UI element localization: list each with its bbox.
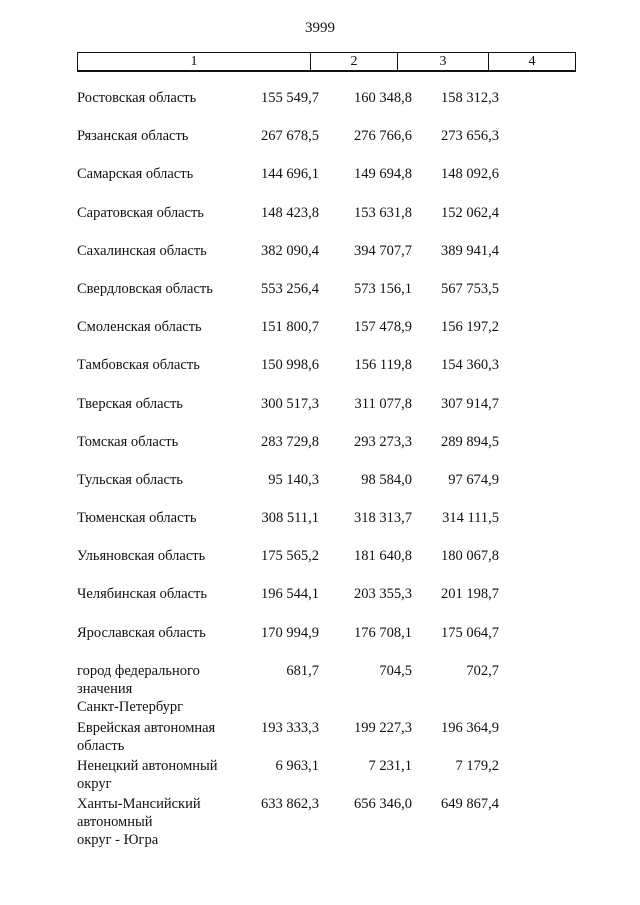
value-col-2: 148 423,8 [261, 204, 319, 221]
value-col-3: 276 766,6 [354, 128, 412, 145]
region-name: Свердловская область [77, 280, 213, 297]
table-row [0, 156, 640, 194]
value-col-4: 289 894,5 [441, 433, 499, 450]
region-name: Томская область [77, 433, 179, 450]
region-name: Еврейская автономная область [77, 719, 216, 754]
value-col-2: 193 333,3 [261, 719, 319, 736]
value-col-2: 633 862,3 [261, 796, 319, 813]
region-name: Сахалинская область [77, 242, 207, 259]
value-col-4: 273 656,3 [441, 128, 499, 145]
value-col-3: 311 077,8 [354, 395, 412, 412]
value-col-2: 300 517,3 [261, 395, 319, 412]
region-name-line-2: Санкт-Петербург [77, 698, 184, 715]
value-col-4: 567 753,5 [441, 280, 499, 297]
region-name-line-1: город федерального значения [77, 662, 200, 697]
value-col-4: 649 867,4 [441, 796, 499, 813]
value-col-3: 156 119,8 [354, 357, 412, 374]
table-row [0, 538, 640, 576]
value-col-2: 681,7 [286, 662, 319, 679]
value-col-3: 98 584,0 [361, 471, 412, 488]
column-header-2: 2 [311, 53, 398, 70]
value-col-4: 196 364,9 [441, 719, 499, 736]
table-row [0, 710, 640, 754]
table-row [0, 748, 640, 792]
table-header [77, 52, 576, 72]
table-row [0, 462, 640, 500]
value-col-4: 97 674,9 [448, 471, 499, 488]
value-col-3: 149 694,8 [354, 166, 412, 183]
value-col-4: 180 067,8 [441, 548, 499, 565]
value-col-2: 196 544,1 [261, 586, 319, 603]
value-col-2: 150 998,6 [261, 357, 319, 374]
value-col-2: 144 696,1 [261, 166, 319, 183]
value-col-3: 160 348,8 [354, 90, 412, 106]
table-row [0, 386, 640, 424]
value-col-3: 181 640,8 [354, 548, 412, 565]
region-name: Челябинская область [77, 586, 207, 603]
column-header-4: 4 [528, 53, 536, 69]
value-col-3: 176 708,1 [354, 624, 412, 641]
table-row [0, 233, 640, 271]
region-name: Смоленская область [77, 319, 202, 336]
value-col-2: 95 140,3 [268, 471, 319, 488]
region-name [0, 653, 249, 715]
value-col-2: 155 549,7 [261, 90, 319, 106]
table-row [0, 615, 640, 653]
value-col-4: 148 092,6 [441, 166, 499, 183]
value-col-2: 170 994,9 [261, 624, 319, 641]
table-row [0, 424, 640, 462]
region-name: Саратовская область [77, 204, 204, 221]
value-col-3: 293 273,3 [354, 433, 412, 450]
table-row [0, 118, 640, 156]
value-col-4: 158 312,3 [441, 90, 499, 106]
value-col-2: 175 565,2 [261, 548, 319, 565]
value-col-2: 267 678,5 [261, 128, 319, 145]
table-row [0, 271, 640, 309]
table-row [0, 653, 640, 715]
table-row [0, 347, 640, 385]
value-col-3: 199 227,3 [354, 719, 412, 736]
region-name [0, 786, 249, 849]
value-col-4: 156 197,2 [441, 319, 499, 336]
region-name-line-2: округ - Югра [77, 832, 159, 849]
region-name: Тамбовская область [77, 357, 200, 374]
table-row [0, 80, 640, 118]
value-col-3: 704,5 [379, 662, 412, 679]
value-col-4: 314 111,5 [442, 510, 499, 527]
value-col-3: 7 231,1 [368, 758, 412, 774]
region-name: Ульяновская область [77, 548, 206, 565]
value-col-4: 154 360,3 [441, 357, 499, 374]
value-col-2: 151 800,7 [261, 319, 319, 336]
region-name: Рязанская область [77, 128, 189, 145]
value-col-3: 656 346,0 [354, 796, 412, 813]
page-number: 3999 [305, 20, 335, 36]
value-col-3: 573 156,1 [354, 280, 412, 297]
region-name: Ростовская область [77, 90, 197, 106]
value-col-3: 157 478,9 [354, 319, 412, 336]
region-name: Тверская область [77, 395, 183, 412]
table-row [0, 500, 640, 538]
value-col-3: 394 707,7 [354, 242, 412, 259]
value-col-2: 553 256,4 [261, 280, 319, 297]
value-col-3: 318 313,7 [354, 510, 412, 527]
value-col-4: 175 064,7 [441, 624, 499, 641]
value-col-3: 153 631,8 [354, 204, 412, 221]
value-col-2: 6 963,1 [275, 758, 319, 774]
table-row [0, 576, 640, 614]
value-col-4: 389 941,4 [441, 242, 499, 259]
value-col-4: 307 914,7 [441, 395, 499, 412]
value-col-2: 382 090,4 [261, 242, 319, 259]
value-col-4: 702,7 [466, 662, 499, 679]
region-name: Ненецкий автономный округ [77, 758, 218, 792]
column-header-1: 1 [78, 53, 311, 70]
region-name: Тюменская область [77, 510, 197, 527]
table-row [0, 195, 640, 233]
value-col-3: 203 355,3 [354, 586, 412, 603]
value-col-4: 7 179,2 [455, 758, 499, 774]
value-col-4: 201 198,7 [441, 586, 499, 603]
value-col-2: 308 511,1 [261, 510, 319, 527]
region-name: Самарская область [77, 166, 194, 183]
table-body [0, 80, 640, 849]
region-name-line-1: Ханты-Мансийский автономный [77, 796, 201, 831]
table-row [0, 309, 640, 347]
region-name: Тульская область [77, 471, 183, 488]
table-row [0, 786, 640, 849]
value-col-4: 152 062,4 [441, 204, 499, 221]
region-name: Ярославская область [77, 624, 206, 641]
value-col-2: 283 729,8 [261, 433, 319, 450]
column-header-3: 3 [398, 53, 489, 70]
